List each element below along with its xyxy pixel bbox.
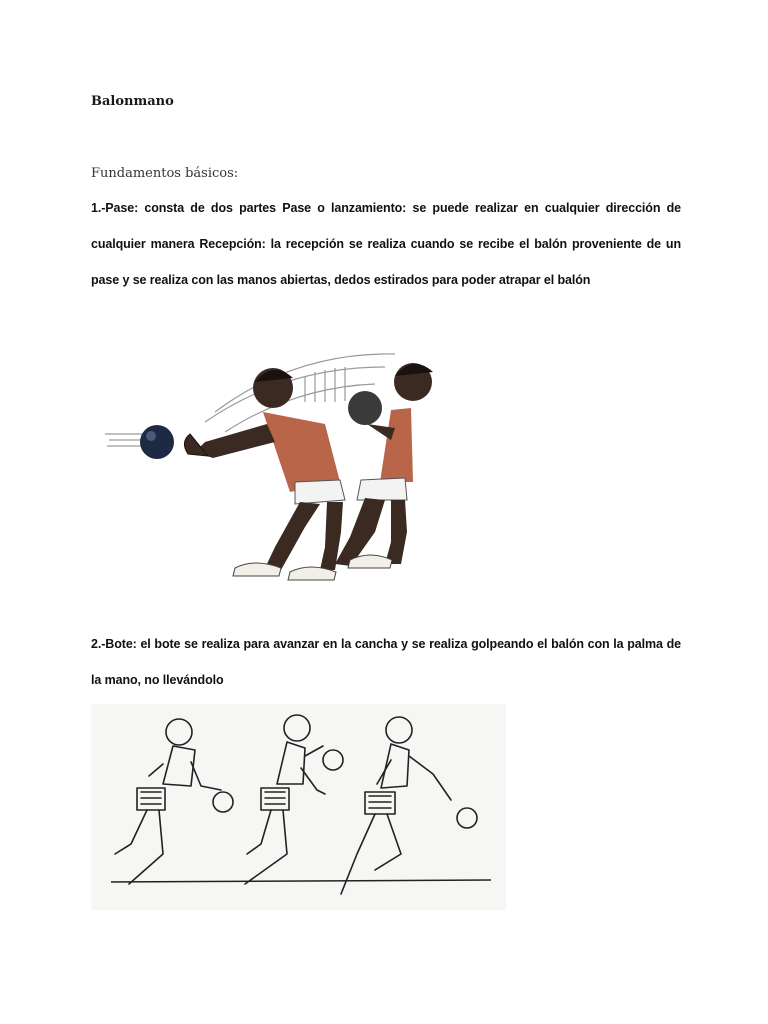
dribble-figure-3 bbox=[341, 717, 477, 894]
page-title: Balonmano bbox=[91, 94, 174, 109]
dribble-figure-2 bbox=[245, 715, 343, 884]
pase-paragraph: 1.-Pase: consta de dos partes Pase o lanzamiento: se puede realizar en cualquier dirección de cualquier manera Recepción: la recepción se realiza cuando se recibe el balón proveniente de un pase y se realiza con las manos abiertas, dedos estirados para poder atrapar el balón bbox=[91, 201, 681, 287]
ground-line bbox=[111, 880, 491, 882]
player-holding-ball bbox=[335, 363, 433, 568]
ball-flight bbox=[140, 425, 174, 459]
handball-dribble-illustration bbox=[91, 704, 506, 910]
player-catching bbox=[184, 368, 345, 580]
bote-paragraph: 2.-Bote: el bote se realiza para avanzar en la cancha y se realiza golpeando el balón con la palma de la mano, no llevándolo bbox=[91, 637, 681, 687]
section-heading: Fundamentos básicos: bbox=[91, 166, 239, 181]
dribble-figure-1 bbox=[115, 719, 233, 884]
handball-pass-illustration bbox=[95, 332, 455, 592]
